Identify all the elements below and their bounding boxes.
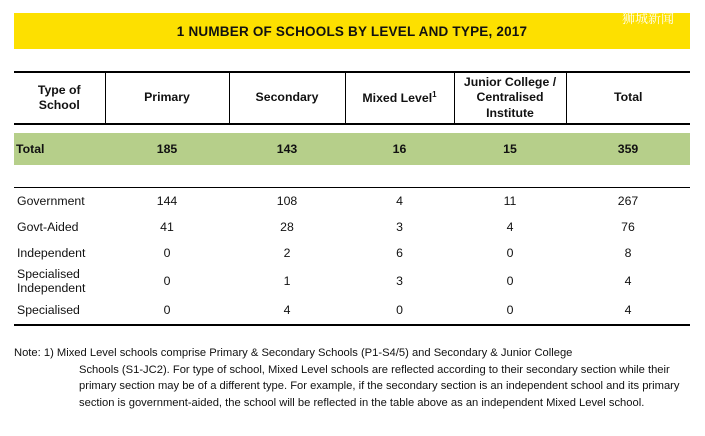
cell-secondary: 2 (283, 246, 291, 260)
row-label: Government (17, 193, 85, 208)
cell-total: 4 (624, 274, 632, 288)
cell-mixed-level: 3 (396, 274, 403, 288)
footnote-lead: Note: 1) (14, 347, 57, 359)
table-row (14, 266, 690, 296)
table-row (14, 240, 690, 266)
table-row (14, 188, 690, 215)
cell-junior-college: 0 (454, 296, 566, 325)
cell-mixed-level: 4 (396, 194, 403, 208)
cell-total: 76 (621, 220, 635, 234)
cell-total: 8 (624, 246, 632, 260)
total-primary: 185 (105, 133, 229, 165)
total-total: 359 (566, 133, 690, 165)
table-row (14, 214, 690, 240)
footnote-marker: 1 (432, 89, 437, 99)
total-row (14, 133, 690, 165)
total-label: Total (14, 133, 105, 165)
row-label: Specialised Independent (17, 266, 86, 295)
footnote (14, 345, 694, 411)
header-row (14, 72, 690, 124)
header-type-of-school: Type of School (14, 72, 105, 124)
cell-mixed-level: 0 (345, 296, 454, 325)
cell-junior-college: 4 (506, 220, 514, 234)
header-mixed-level (345, 72, 454, 124)
table-row (14, 296, 690, 325)
cell-secondary: 1 (283, 274, 291, 288)
footnote-body: Schools (S1-JC2). For type of school, Mixed Level schools are reflected according to their secondary section while their primary section may be of a different type. For example, if the secondary section is an independent school and its primary section is government-aided, the school will be reflected in the table above as an independent Mixed Level school. (79, 363, 680, 409)
cell-total: 267 (617, 194, 639, 208)
cell-secondary: 28 (280, 220, 294, 234)
total-secondary: 143 (229, 133, 345, 165)
total-junior-college: 15 (454, 133, 566, 165)
cell-secondary: 4 (229, 296, 345, 325)
cell-junior-college: 0 (506, 274, 514, 288)
cell-primary: 41 (160, 220, 174, 234)
cell-junior-college: 11 (503, 194, 517, 208)
table-title-banner (14, 13, 690, 49)
table-title: 1 NUMBER OF SCHOOLS BY LEVEL AND TYPE, 2017 (176, 23, 528, 39)
cell-junior-college: 0 (506, 246, 514, 260)
header-junior-college: Junior College / Centralised Institute (454, 72, 566, 124)
watermark: 狮城新闻 (622, 12, 675, 27)
cell-primary: 0 (105, 296, 229, 325)
header-primary: Primary (105, 72, 229, 124)
header-total: Total (566, 72, 690, 124)
cell-secondary: 108 (276, 194, 298, 208)
header-mixed-level-label: Mixed Level (362, 90, 433, 105)
header-secondary: Secondary (229, 72, 345, 124)
cell-primary: 0 (163, 274, 171, 288)
row-label: Govt-Aided (17, 219, 79, 234)
row-label: Independent (17, 245, 86, 260)
schools-table (14, 71, 690, 326)
cell-primary: 0 (163, 246, 171, 260)
cell-mixed-level: 6 (396, 246, 403, 260)
total-mixed-level: 16 (345, 133, 454, 165)
cell-total: 4 (566, 296, 690, 325)
row-label: Specialised (14, 296, 105, 325)
cell-mixed-level: 3 (396, 220, 403, 234)
footnote-line1: Mixed Level schools comprise Primary & Secondary Schools (P1-S4/5) and Secondary & Junior College (56, 347, 573, 359)
cell-primary: 144 (156, 194, 178, 208)
